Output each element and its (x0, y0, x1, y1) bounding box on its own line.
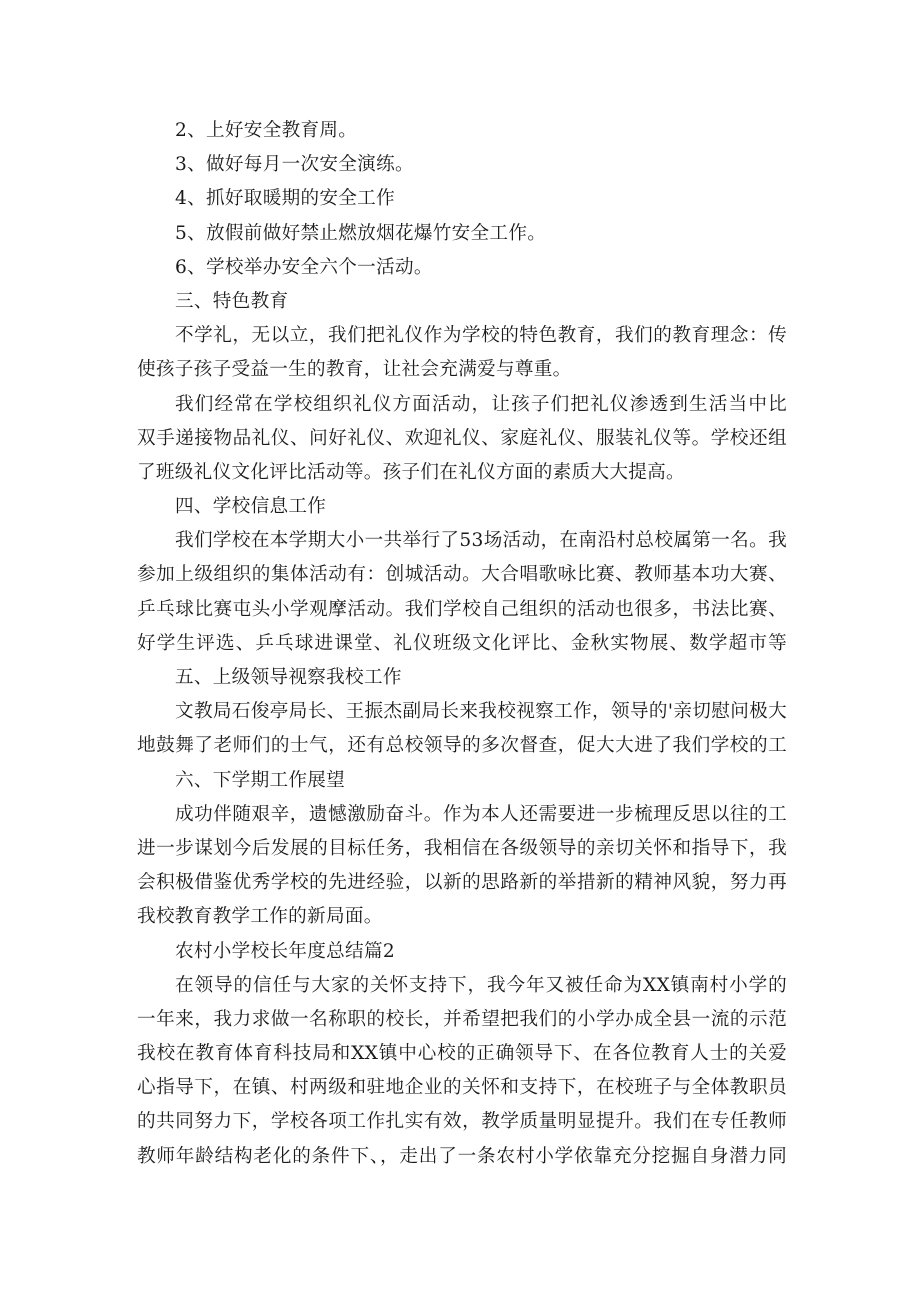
text-line: 三、特色教育 (175, 290, 289, 312)
text-line: 了班级礼仪文化评比活动等。孩子们在礼仪方面的素质大大提高。 (137, 461, 685, 483)
text-line: 6、学校举办安全六个一活动。 (175, 256, 433, 278)
text-line: 农村小学校长年度总结篇2 (175, 940, 395, 962)
text-line: 四、学校信息工作 (175, 496, 327, 518)
text-line: 我校教育教学工作的新局面。 (137, 906, 383, 928)
text-line: 成功伴随艰辛，遗憾激励奋斗。作为本人还需要进一步梳理反思以往的工 (175, 803, 787, 825)
text-line: 5、放假前做好禁止燃放烟花爆竹安全工作。 (175, 222, 547, 244)
text-line: 六、下学期工作展望 (175, 769, 346, 791)
text-line: 我校在教育体育科技局和XX镇中心校的正确领导下、在各位教育人士的关爱 (137, 1043, 787, 1065)
text-line: 会积极借鉴优秀学校的先进经验，以新的思路新的举措新的精神风貌，努力再 (137, 872, 787, 894)
text-line: 双手递接物品礼仪、问好礼仪、欢迎礼仪、家庭礼仪、服装礼仪等。学校还组 (137, 427, 787, 449)
document-body (137, 114, 787, 1174)
text-line: 乒乓球比赛屯头小学观摩活动。我们学校自己组织的活动也很多，书法比赛、 (137, 598, 787, 620)
text-line: 3、做好每月一次安全演练。 (175, 154, 414, 176)
text-line: 文教局石俊亭局长、王振杰副局长来我校视察工作，领导的'亲切慰问极大 (175, 701, 787, 723)
text-line: 不学礼，无以立，我们把礼仪作为学校的特色教育，我们的教育理念：传 (175, 325, 787, 347)
text-line: 心指导下，在镇、村两级和驻地企业的关怀和支持下，在校班子与全体教职员 (137, 1077, 787, 1099)
text-line: 好学生评选、乒乓球进课堂、礼仪班级文化评比、金秋实物展、数学超市等 (137, 632, 787, 654)
text-line: 进一步谋划今后发展的目标任务，我相信在各级领导的亲切关怀和指导下，我 (137, 837, 787, 859)
text-line: 五、上级领导视察我校工作 (175, 667, 402, 688)
text-line: 地鼓舞了老师们的士气，还有总校领导的多次督查，促大大进了我们学校的工 (137, 735, 787, 757)
text-line: 4、抓好取暖期的安全工作 (175, 188, 395, 210)
text-line: 我们经常在学校组织礼仪方面活动，让孩子们把礼仪渗透到生活当中比 (175, 393, 787, 415)
text-line: 教师年龄结构老化的条件下、，走出了一条农村小学依靠充分挖掘自身潜力同 (137, 1145, 787, 1167)
text-line: 使孩子孩子受益一生的教育，让社会充满爱与尊重。 (137, 359, 572, 381)
text-line: 2、上好安全教育周。 (175, 120, 358, 141)
text-line: 我们学校在本学期大小一共举行了53场活动，在南沿村总校属第一名。我 (175, 530, 787, 552)
text-line: 一年来，我力求做一名称职的校长，并希望把我们的小学办成全县一流的示范 (137, 1008, 787, 1030)
text-line: 参加上级组织的集体活动有：创城活动。大合唱歌咏比赛、教师基本功大赛、 (137, 564, 787, 586)
text-line: 在领导的信任与大家的关怀支持下，我今年又被任命为XX镇南村小学的 (175, 974, 787, 996)
text-line: 的共同努力下，学校各项工作扎实有效，教学质量明显提升。我们在专任教师 (137, 1111, 787, 1133)
